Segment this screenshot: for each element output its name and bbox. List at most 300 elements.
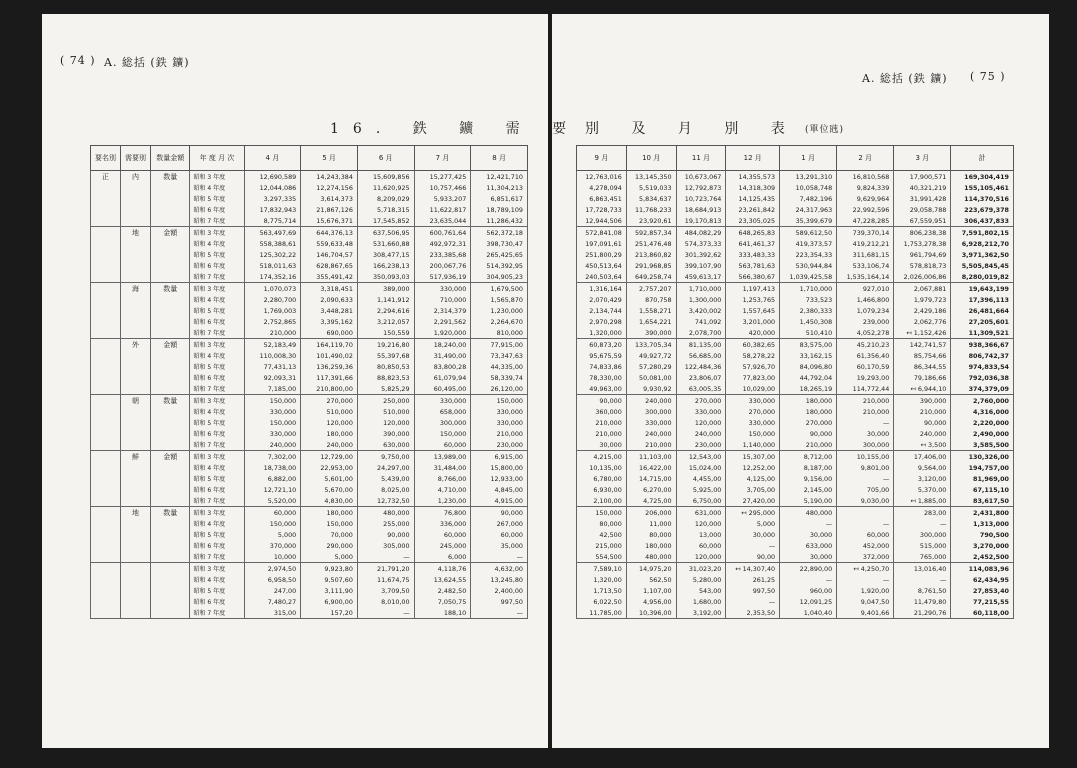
cell-year: 昭和 7 年度 [190, 327, 244, 339]
cell-value: — [780, 518, 837, 529]
cell-value: 240,000 [676, 428, 726, 439]
cell-value: 11,674,75 [357, 574, 414, 585]
cell-year: 昭和 5 年度 [190, 585, 244, 596]
cell-total: 790,500 [951, 529, 1014, 540]
cell-category-a [91, 249, 121, 260]
cell-value: 10,135,00 [577, 462, 627, 473]
cell-category-b [120, 439, 150, 451]
cell-measure [150, 495, 190, 507]
cell-value: 15,800,00 [471, 462, 528, 473]
cell-value: 26,120,00 [471, 383, 528, 395]
cell-value: 270,000 [301, 395, 358, 407]
cell-year: 昭和 5 年度 [190, 473, 244, 484]
cell-value: 301,392,62 [676, 249, 726, 260]
cell-value: 101,490,02 [301, 350, 358, 361]
table-body-right [577, 171, 1014, 619]
cell-value: 49,927,72 [626, 350, 676, 361]
cell-year: 昭和 7 年度 [190, 271, 244, 283]
cell-category-b: 朝 [120, 395, 150, 407]
cell-category-a [91, 451, 121, 463]
cell-value: 17,900,571 [894, 171, 951, 183]
cell-category-b: 地 [120, 227, 150, 239]
cell-measure [150, 204, 190, 215]
cell-total: 374,379,09 [951, 383, 1014, 395]
cell-value: ↤ 14,307,40 [726, 563, 780, 575]
cell-value: 83,800,28 [414, 361, 471, 372]
cell-value: 230,000 [471, 439, 528, 451]
cell-value: 7,185,00 [244, 383, 301, 395]
cell-value: 9,030,00 [837, 495, 894, 507]
cell-total: 2,452,500 [951, 551, 1014, 563]
cell-category-a [91, 215, 121, 227]
cell-value: 710,000 [414, 294, 471, 305]
cell-category-a [91, 507, 121, 519]
cell-total: 83,617,50 [951, 495, 1014, 507]
cell-value: 31,023,20 [676, 563, 726, 575]
cell-value: 11,622,817 [414, 204, 471, 215]
cell-value: 5,834,637 [626, 193, 676, 204]
cell-value: 60,000 [414, 439, 471, 451]
cell-value: 4,915,00 [471, 495, 528, 507]
cell-value: 997,50 [471, 596, 528, 607]
column-header: 年 度 月 次 [190, 146, 244, 171]
cell-value: 13,624,55 [414, 574, 471, 585]
cell-value: 2,752,865 [244, 316, 301, 327]
cell-value: 2,757,207 [626, 283, 676, 295]
cell-value: 330,000 [726, 395, 780, 407]
cell-value: 810,000 [471, 327, 528, 339]
table-row [577, 249, 1014, 260]
cell-value: 1,300,000 [676, 294, 726, 305]
cell-year: 昭和 3 年度 [190, 283, 244, 295]
cell-category-a [91, 484, 121, 495]
cell-value: 77,915,00 [471, 339, 528, 351]
cell-value: 6,022,50 [577, 596, 627, 607]
table-row [577, 316, 1014, 327]
cell-value: 11,479,80 [894, 596, 951, 607]
cell-value: 10,757,466 [414, 182, 471, 193]
cell-value: 300,000 [414, 417, 471, 428]
cell-value: 330,000 [414, 283, 471, 295]
cell-category-b [120, 182, 150, 193]
cell-value: ↤ 6,944,10 [894, 383, 951, 395]
cell-category-a [91, 563, 121, 575]
table-row [577, 473, 1014, 484]
cell-value: 5,718,315 [357, 204, 414, 215]
cell-value: 480,000 [780, 507, 837, 519]
cell-value: 4,125,00 [726, 473, 780, 484]
cell-value: 518,011,63 [244, 260, 301, 271]
cell-measure [150, 350, 190, 361]
cell-value: 330,000 [471, 417, 528, 428]
cell-value: 330,000 [244, 428, 301, 439]
cell-value: 23,635,044 [414, 215, 471, 227]
cell-category-b [120, 585, 150, 596]
cell-category-b [120, 305, 150, 316]
cell-measure: 金額 [150, 451, 190, 463]
table-row [577, 260, 1014, 271]
cell-value: 213,860,82 [626, 249, 676, 260]
cell-value: 74,833,86 [577, 361, 627, 372]
cell-measure [150, 383, 190, 395]
cell-category-a [91, 439, 121, 451]
column-header: 5 月 [301, 146, 358, 171]
cell-value: 27,420,00 [726, 495, 780, 507]
cell-year: 昭和 4 年度 [190, 574, 244, 585]
cell-value: 18,265,19 [780, 383, 837, 395]
cell-value: 31,484,00 [414, 462, 471, 473]
cell-measure: 金額 [150, 227, 190, 239]
table-row [91, 227, 528, 239]
cell-category-b [120, 204, 150, 215]
table-row [577, 271, 1014, 283]
cell-year: 昭和 3 年度 [190, 395, 244, 407]
cell-value: 9,923,80 [301, 563, 358, 575]
cell-total: 60,118,00 [951, 607, 1014, 619]
cell-category-a [91, 238, 121, 249]
table-row [91, 361, 528, 372]
cell-value: 150,000 [244, 518, 301, 529]
cell-value: 1,710,000 [780, 283, 837, 295]
cell-value: 1,680,00 [676, 596, 726, 607]
cell-value: 1,535,164,14 [837, 271, 894, 283]
cell-value: 180,000 [780, 406, 837, 417]
cell-value: 5,370,00 [894, 484, 951, 495]
cell-value: 210,000 [837, 395, 894, 407]
cell-category-b [120, 540, 150, 551]
column-header: 11 月 [676, 146, 726, 171]
cell-total: 938,366,67 [951, 339, 1014, 351]
cell-value: 3,111,90 [301, 585, 358, 596]
cell-category-a [91, 428, 121, 439]
cell-value: 16,810,568 [837, 171, 894, 183]
cell-value: 543,00 [676, 585, 726, 596]
cell-value: 15,024,00 [676, 462, 726, 473]
cell-category-b [120, 462, 150, 473]
cell-value: 1,557,645 [726, 305, 780, 316]
cell-value: 360,000 [577, 406, 627, 417]
cell-value: 589,612,50 [780, 227, 837, 239]
table-row [91, 596, 528, 607]
cell-value: 12,690,589 [244, 171, 301, 183]
cell-measure [150, 563, 190, 575]
table-row [91, 507, 528, 519]
cell-total: 114,370,516 [951, 193, 1014, 204]
cell-value: 1,230,000 [471, 305, 528, 316]
cell-value: 33,162,15 [780, 350, 837, 361]
cell-value: 24,297,00 [357, 462, 414, 473]
cell-category-b [120, 473, 150, 484]
table-row [91, 563, 528, 575]
table-row [91, 462, 528, 473]
cell-value: 80,000 [626, 529, 676, 540]
cell-value: 12,729,00 [301, 451, 358, 463]
cell-value: 6,900,00 [301, 596, 358, 607]
cell-value: 291,968,85 [626, 260, 676, 271]
table-row [91, 518, 528, 529]
cell-value: 7,050,75 [414, 596, 471, 607]
table-row [577, 238, 1014, 249]
cell-value: 6,750,00 [676, 495, 726, 507]
cell-category-b: 海 [120, 283, 150, 295]
cell-value: 24,317,963 [780, 204, 837, 215]
cell-measure [150, 417, 190, 428]
cell-value: 5,670,00 [301, 484, 358, 495]
cell-category-a [91, 227, 121, 239]
cell-value: 1,320,00 [577, 574, 627, 585]
table-row [577, 339, 1014, 351]
cell-value: 2,429,186 [894, 305, 951, 316]
cell-value: 166,238,13 [357, 260, 414, 271]
cell-value: 122,484,36 [676, 361, 726, 372]
table-row [91, 406, 528, 417]
cell-value: 630,000 [357, 439, 414, 451]
cell-value: 13,000 [676, 529, 726, 540]
cell-category-a [91, 462, 121, 473]
cell-value: 480,000 [357, 507, 414, 519]
cell-category-b [120, 249, 150, 260]
cell-category-b [120, 607, 150, 619]
cell-value: 6,930,00 [577, 484, 627, 495]
cell-value: 741,092 [676, 316, 726, 327]
cell-value: 2,291,562 [414, 316, 471, 327]
cell-value: 180,000 [301, 428, 358, 439]
cell-value: 4,118,76 [414, 563, 471, 575]
cell-value: 7,480,27 [244, 596, 301, 607]
cell-category-a [91, 327, 121, 339]
cell-value: 174,352,16 [244, 271, 301, 283]
table-row [91, 238, 528, 249]
cell-measure [150, 372, 190, 383]
table-row [577, 451, 1014, 463]
cell-value: 261,25 [726, 574, 780, 585]
cell-year: 昭和 3 年度 [190, 507, 244, 519]
cell-value: 23,806,07 [676, 372, 726, 383]
cell-value: 450,513,64 [577, 260, 627, 271]
cell-value: 5,280,00 [676, 574, 726, 585]
table-row [577, 484, 1014, 495]
table-row [91, 383, 528, 395]
cell-value: 6,000 [414, 551, 471, 563]
cell-value: 210,000 [577, 428, 627, 439]
column-header: 1 月 [780, 146, 837, 171]
cell-value: 47,228,285 [837, 215, 894, 227]
table-row [91, 316, 528, 327]
cell-measure [150, 428, 190, 439]
cell-measure [150, 294, 190, 305]
cell-value: 210,000 [244, 327, 301, 339]
cell-value: 76,800 [414, 507, 471, 519]
cell-year: 昭和 4 年度 [190, 462, 244, 473]
cell-year: 昭和 5 年度 [190, 361, 244, 372]
cell-category-b: 外 [120, 339, 150, 351]
cell-value: 8,766,00 [414, 473, 471, 484]
cell-measure [150, 607, 190, 619]
cell-measure [150, 182, 190, 193]
right-section-title: A. 総括 (鉄 鑛) [862, 72, 948, 85]
cell-value: 14,125,435 [726, 193, 780, 204]
cell-total: 27,853,40 [951, 585, 1014, 596]
cell-measure: 数量 [150, 507, 190, 519]
cell-value: 4,830,00 [301, 495, 358, 507]
cell-category-b [120, 294, 150, 305]
cell-value: 514,392,95 [471, 260, 528, 271]
cell-value: 739,370,14 [837, 227, 894, 239]
table-row [91, 473, 528, 484]
cell-category-b [120, 428, 150, 439]
column-header: 計 [951, 146, 1014, 171]
cell-category-b [120, 350, 150, 361]
cell-value: 637,506,95 [357, 227, 414, 239]
cell-value: 240,000 [626, 428, 676, 439]
cell-category-b [120, 215, 150, 227]
cell-value: 1,920,00 [837, 585, 894, 596]
cell-category-b [120, 406, 150, 417]
cell-value: 9,801,00 [837, 462, 894, 473]
cell-total: 155,105,461 [951, 182, 1014, 193]
cell-total: 169,304,419 [951, 171, 1014, 183]
cell-value: 3,709,50 [357, 585, 414, 596]
cell-category-a [91, 204, 121, 215]
cell-value: 188,10 [414, 607, 471, 619]
cell-value: 733,523 [780, 294, 837, 305]
cell-total: 62,434,95 [951, 574, 1014, 585]
cell-value: 4,278,094 [577, 182, 627, 193]
cell-value: 13,989,00 [414, 451, 471, 463]
cell-value: 60,000 [414, 529, 471, 540]
table-row [577, 462, 1014, 473]
cell-value: 10,058,748 [780, 182, 837, 193]
cell-value: 336,000 [414, 518, 471, 529]
cell-value: 52,183,49 [244, 339, 301, 351]
demand-table-right [576, 145, 1014, 619]
cell-value: 1,079,234 [837, 305, 894, 316]
cell-value: — [894, 518, 951, 529]
table-row [577, 563, 1014, 575]
cell-value: 631,000 [676, 507, 726, 519]
table-row [577, 182, 1014, 193]
cell-value: 270,000 [676, 395, 726, 407]
cell-year: 昭和 3 年度 [190, 227, 244, 239]
cell-category-b [120, 361, 150, 372]
table-header-right [577, 146, 1014, 171]
cell-value: 11,768,233 [626, 204, 676, 215]
cell-value: 5,439,00 [357, 473, 414, 484]
cell-category-a [91, 350, 121, 361]
cell-category-b [120, 271, 150, 283]
cell-value: 19,216,80 [357, 339, 414, 351]
cell-value: 17,728,733 [577, 204, 627, 215]
cell-value: 484,082,29 [676, 227, 726, 239]
cell-value: 15,609,856 [357, 171, 414, 183]
cell-value: 600,761,64 [414, 227, 471, 239]
cell-value: 4,052,278 [837, 327, 894, 339]
cell-measure [150, 596, 190, 607]
cell-value: 14,243,384 [301, 171, 358, 183]
cell-value: 10,673,067 [676, 171, 726, 183]
cell-value: 14,355,573 [726, 171, 780, 183]
table-row [577, 596, 1014, 607]
cell-value: 1,141,912 [357, 294, 414, 305]
cell-value: 690,000 [301, 327, 358, 339]
cell-value: 2,482,50 [414, 585, 471, 596]
cell-total: 3,270,000 [951, 540, 1014, 551]
left-section-title: A. 総括 (鉄 鑛) [104, 56, 190, 69]
cell-category-a [91, 372, 121, 383]
cell-value: 19,170,813 [676, 215, 726, 227]
cell-total: 81,969,00 [951, 473, 1014, 484]
cell-value: 9,507,60 [301, 574, 358, 585]
cell-value: 6,270,00 [626, 484, 676, 495]
cell-value: 30,000 [837, 428, 894, 439]
cell-value: 240,000 [626, 395, 676, 407]
cell-value: 22,953,00 [301, 462, 358, 473]
cell-category-a [91, 283, 121, 295]
cell-value: 12,274,156 [301, 182, 358, 193]
cell-value: 23,261,842 [726, 204, 780, 215]
cell-value: 370,000 [244, 540, 301, 551]
column-header: 数量金額 [150, 146, 190, 171]
cell-value: 16,422,00 [626, 462, 676, 473]
cell-value: — [726, 596, 780, 607]
cell-value: 1,679,500 [471, 283, 528, 295]
cell-value: 290,000 [301, 540, 358, 551]
column-header: 需要別 [120, 146, 150, 171]
cell-value: — [471, 551, 528, 563]
cell-value: 77,431,13 [244, 361, 301, 372]
cell-value: 6,851,617 [471, 193, 528, 204]
cell-value: 215,000 [577, 540, 627, 551]
cell-value: 7,482,196 [780, 193, 837, 204]
cell-value: 150,000 [244, 395, 301, 407]
cell-year: 昭和 7 年度 [190, 551, 244, 563]
cell-value: 4,215,00 [577, 451, 627, 463]
cell-value: 50,081,00 [626, 372, 676, 383]
cell-value: 2,145,00 [780, 484, 837, 495]
cell-category-a [91, 495, 121, 507]
cell-value: 136,259,36 [301, 361, 358, 372]
cell-value: 6,958,50 [244, 574, 301, 585]
cell-value: 9,629,964 [837, 193, 894, 204]
cell-value: 10,029,00 [726, 383, 780, 395]
cell-value: 120,000 [676, 518, 726, 529]
cell-value: 531,660,88 [357, 238, 414, 249]
cell-value: — [726, 540, 780, 551]
cell-value: 210,000 [837, 406, 894, 417]
cell-category-a [91, 383, 121, 395]
cell-category-a [91, 361, 121, 372]
cell-value: 592,857,34 [626, 227, 676, 239]
cell-total: 2,220,000 [951, 417, 1014, 428]
cell-value: — [357, 607, 414, 619]
cell-value: 49,963,00 [577, 383, 627, 395]
cell-value: 240,000 [894, 428, 951, 439]
cell-value: 2,067,881 [894, 283, 951, 295]
cell-value: 11,620,925 [357, 182, 414, 193]
cell-value: 8,025,00 [357, 484, 414, 495]
table-row [577, 406, 1014, 417]
cell-year: 昭和 4 年度 [190, 238, 244, 249]
cell-value: 8,209,029 [357, 193, 414, 204]
cell-value: 15,676,371 [301, 215, 358, 227]
cell-measure: 数量 [150, 171, 190, 183]
cell-value: 18,789,109 [471, 204, 528, 215]
cell-measure [150, 439, 190, 451]
cell-value: 60,000 [471, 529, 528, 540]
cell-value: 572,841,08 [577, 227, 627, 239]
cell-value: 1,039,425,58 [780, 271, 837, 283]
cell-value: 92,093,31 [244, 372, 301, 383]
